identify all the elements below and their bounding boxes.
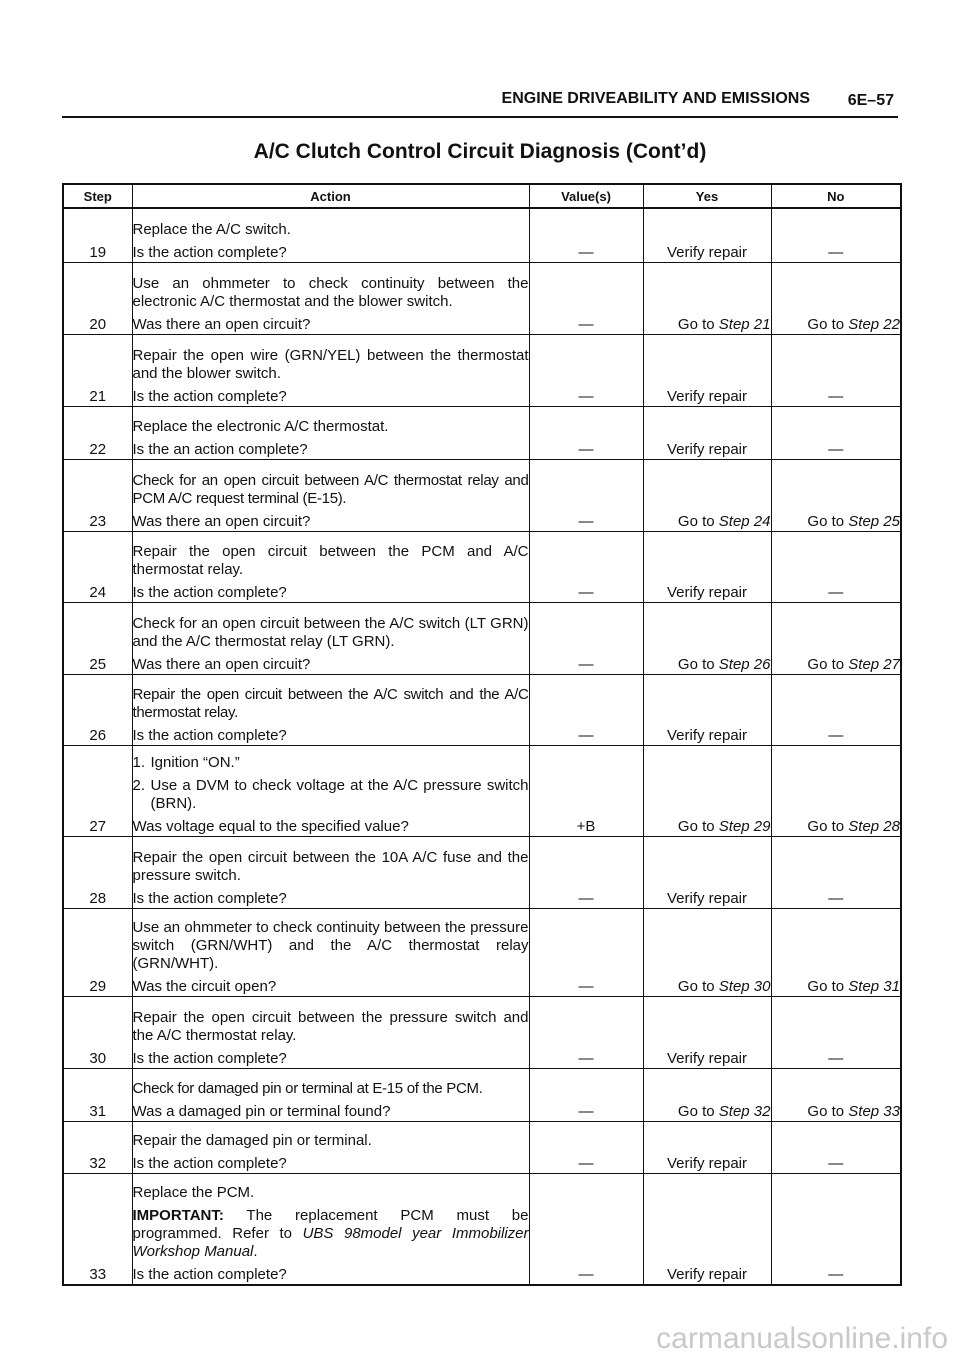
- column-header-yes: Yes: [643, 184, 771, 208]
- action-cell: [132, 459, 529, 531]
- step-number: 26: [63, 674, 132, 745]
- goto-label: Go to: [677, 512, 719, 530]
- table-row: [63, 996, 901, 1068]
- action-cell: [132, 1121, 529, 1173]
- step-number: 27: [63, 745, 132, 836]
- step-link[interactable]: Step 33: [848, 1102, 900, 1120]
- action-question: Was there an open circuit?: [132, 315, 311, 333]
- step-link[interactable]: Step 32: [718, 1102, 771, 1120]
- table-row: [63, 531, 901, 602]
- value-cell: +B: [529, 745, 643, 836]
- yes-cell: Verify repair: [643, 1173, 771, 1285]
- diagnosis-table: [62, 183, 902, 1286]
- table-row: [63, 836, 901, 908]
- step-number: 22: [63, 406, 132, 459]
- action-question: Is the action complete?: [132, 583, 287, 601]
- action-question: Was there an open circuit?: [132, 655, 311, 673]
- step-link[interactable]: Step 25: [848, 512, 900, 530]
- page-header: [62, 88, 898, 118]
- step-link[interactable]: Step 27: [848, 655, 900, 673]
- action-text: Replace the PCM.: [132, 1184, 255, 1201]
- action-text: Check for an open circuit between A/C thermostat relay and PCM A/C request terminal (E-15).: [132, 471, 529, 507]
- table-row: [63, 459, 901, 531]
- value-cell: —: [529, 262, 643, 334]
- table-row: [63, 1121, 901, 1173]
- action-text: Repair the open circuit between the pressure switch and the A/C thermostat relay.: [132, 1008, 529, 1044]
- action-question: Is the an action complete?: [132, 440, 308, 458]
- goto-label: Go to: [677, 977, 719, 995]
- table-header-row: [63, 184, 901, 208]
- goto-label: Go to: [807, 655, 849, 673]
- action-list-item: [133, 777, 529, 813]
- value-cell: —: [529, 674, 643, 745]
- action-text: Use an ohmmeter to check continuity between the electronic A/C thermostat and the blower switch.: [132, 274, 529, 310]
- step-link[interactable]: Step 30: [718, 977, 771, 995]
- action-cell: [132, 602, 529, 674]
- no-cell: —: [771, 531, 901, 602]
- step-number: 19: [63, 208, 132, 262]
- action-cell: [132, 674, 529, 745]
- yes-cell: Verify repair: [643, 836, 771, 908]
- list-text: Ignition “ON.”: [150, 753, 240, 771]
- no-cell: [771, 262, 901, 334]
- manual-reference: UBS 98model year Immobilizer Workshop Manual: [132, 1225, 529, 1260]
- step-number: 30: [63, 996, 132, 1068]
- action-question: Was the circuit open?: [132, 977, 277, 995]
- list-number: 1.: [132, 753, 146, 771]
- important-text: The replacement PCM must be programmed. Refer to: [132, 1207, 529, 1242]
- step-number: 33: [63, 1173, 132, 1285]
- action-question: Is the action complete?: [132, 889, 287, 907]
- value-cell: —: [529, 1173, 643, 1285]
- action-text: Repair the open wire (GRN/YEL) between the thermostat and the blower switch.: [132, 346, 529, 382]
- no-cell: —: [771, 1173, 901, 1285]
- watermark: carmanualsonline.info: [656, 1322, 948, 1355]
- value-cell: —: [529, 406, 643, 459]
- action-question: Is the action complete?: [132, 1049, 287, 1067]
- column-header-no: No: [771, 184, 901, 208]
- goto-label: Go to: [677, 817, 719, 835]
- action-cell: [132, 334, 529, 406]
- action-cell: [132, 996, 529, 1068]
- important-note: [133, 1207, 529, 1261]
- step-number: 20: [63, 262, 132, 334]
- table-row: [63, 208, 901, 262]
- action-text: Repair the open circuit between the PCM and A/C thermostat relay.: [132, 542, 529, 578]
- column-header-action: Action: [132, 184, 529, 208]
- no-cell: —: [771, 208, 901, 262]
- column-header-step: Step: [63, 184, 132, 208]
- step-link[interactable]: Step 29: [718, 817, 771, 835]
- yes-cell: Verify repair: [643, 531, 771, 602]
- step-link[interactable]: Step 21: [718, 315, 771, 333]
- value-cell: —: [529, 602, 643, 674]
- value-cell: —: [529, 334, 643, 406]
- no-cell: —: [771, 406, 901, 459]
- action-cell: [132, 406, 529, 459]
- section-title: ENGINE DRIVEABILITY AND EMISSIONS: [501, 90, 810, 107]
- no-cell: —: [771, 334, 901, 406]
- table-row: [63, 908, 901, 996]
- step-number: 32: [63, 1121, 132, 1173]
- value-cell: —: [529, 459, 643, 531]
- no-cell: —: [771, 674, 901, 745]
- no-cell: —: [771, 836, 901, 908]
- list-number: 2.: [132, 776, 146, 794]
- yes-cell: [643, 602, 771, 674]
- action-list-item: [133, 754, 529, 772]
- yes-cell: Verify repair: [643, 334, 771, 406]
- important-end: .: [253, 1243, 258, 1260]
- page-number: 6E–57: [847, 92, 894, 109]
- yes-cell: Verify repair: [643, 674, 771, 745]
- yes-cell: [643, 459, 771, 531]
- step-number: 29: [63, 908, 132, 996]
- table-row: [63, 334, 901, 406]
- step-number: 23: [63, 459, 132, 531]
- table-row: [63, 1173, 901, 1285]
- table-row: [63, 1068, 901, 1121]
- value-cell: —: [529, 208, 643, 262]
- column-header-values: Value(s): [529, 184, 643, 208]
- action-cell: [132, 908, 529, 996]
- action-text: Use an ohmmeter to check continuity between the pressure switch (GRN/WHT) and the A/C thermostat relay (GRN/WHT).: [132, 918, 529, 972]
- action-cell: [132, 745, 529, 836]
- action-cell: [132, 1068, 529, 1121]
- goto-label: Go to: [807, 1102, 849, 1120]
- value-cell: —: [529, 908, 643, 996]
- action-question: Is the action complete?: [132, 1154, 287, 1172]
- important-label: IMPORTANT:: [132, 1207, 224, 1224]
- yes-cell: Verify repair: [643, 208, 771, 262]
- value-cell: —: [529, 996, 643, 1068]
- no-cell: [771, 602, 901, 674]
- action-cell: [132, 1173, 529, 1285]
- no-cell: —: [771, 1121, 901, 1173]
- action-question: Is the action complete?: [132, 726, 287, 744]
- action-question: Was a damaged pin or terminal found?: [132, 1102, 391, 1120]
- action-cell: [132, 208, 529, 262]
- value-cell: —: [529, 1068, 643, 1121]
- step-link[interactable]: Step 26: [718, 655, 771, 673]
- list-text: Use a DVM to check voltage at the A/C pressure switch (BRN).: [150, 776, 529, 812]
- goto-label: Go to: [677, 655, 719, 673]
- step-number: 25: [63, 602, 132, 674]
- action-text: Check for damaged pin or terminal at E-15 of the PCM.: [132, 1079, 483, 1097]
- step-link[interactable]: Step 31: [848, 977, 900, 995]
- table-row: [63, 602, 901, 674]
- step-number: 28: [63, 836, 132, 908]
- yes-cell: Verify repair: [643, 996, 771, 1068]
- goto-label: Go to: [807, 977, 849, 995]
- no-cell: [771, 908, 901, 996]
- yes-cell: Verify repair: [643, 1121, 771, 1173]
- table-row: [63, 745, 901, 836]
- no-cell: [771, 1068, 901, 1121]
- action-text: Repair the damaged pin or terminal.: [132, 1131, 372, 1149]
- action-cell: [132, 531, 529, 602]
- yes-cell: [643, 908, 771, 996]
- no-cell: [771, 745, 901, 836]
- page-title: A/C Clutch Control Circuit Diagnosis (Cont’d): [253, 140, 707, 163]
- table-row: [63, 262, 901, 334]
- action-text: Check for an open circuit between the A/C switch (LT GRN) and the A/C thermostat relay (LT GRN).: [132, 614, 529, 650]
- no-cell: —: [771, 996, 901, 1068]
- action-question: Is the action complete?: [132, 387, 287, 405]
- yes-cell: [643, 745, 771, 836]
- no-cell: [771, 459, 901, 531]
- table-row: [63, 674, 901, 745]
- action-question: Is the action complete?: [132, 243, 287, 261]
- action-question: Was there an open circuit?: [132, 512, 311, 530]
- action-text: Replace the A/C switch.: [132, 220, 291, 238]
- value-cell: —: [529, 836, 643, 908]
- action-text: Replace the electronic A/C thermostat.: [132, 417, 389, 435]
- step-number: 31: [63, 1068, 132, 1121]
- action-cell: [132, 262, 529, 334]
- step-number: 21: [63, 334, 132, 406]
- goto-label: Go to: [677, 315, 719, 333]
- goto-label: Go to: [677, 1102, 719, 1120]
- action-question: Is the action complete?: [132, 1266, 287, 1283]
- step-link[interactable]: Step 22: [848, 315, 900, 333]
- yes-cell: Verify repair: [643, 406, 771, 459]
- action-cell: [132, 836, 529, 908]
- goto-label: Go to: [807, 315, 849, 333]
- action-text: Repair the open circuit between the A/C switch and the A/C thermostat relay.: [132, 685, 529, 721]
- value-cell: —: [529, 1121, 643, 1173]
- yes-cell: [643, 262, 771, 334]
- step-link[interactable]: Step 28: [848, 817, 900, 835]
- action-question: Was voltage equal to the specified value?: [132, 817, 409, 835]
- step-link[interactable]: Step 24: [718, 512, 771, 530]
- yes-cell: [643, 1068, 771, 1121]
- action-text: Repair the open circuit between the 10A A/C fuse and the pressure switch.: [132, 848, 529, 884]
- table-row: [63, 406, 901, 459]
- goto-label: Go to: [807, 512, 849, 530]
- step-number: 24: [63, 531, 132, 602]
- value-cell: —: [529, 531, 643, 602]
- goto-label: Go to: [807, 817, 849, 835]
